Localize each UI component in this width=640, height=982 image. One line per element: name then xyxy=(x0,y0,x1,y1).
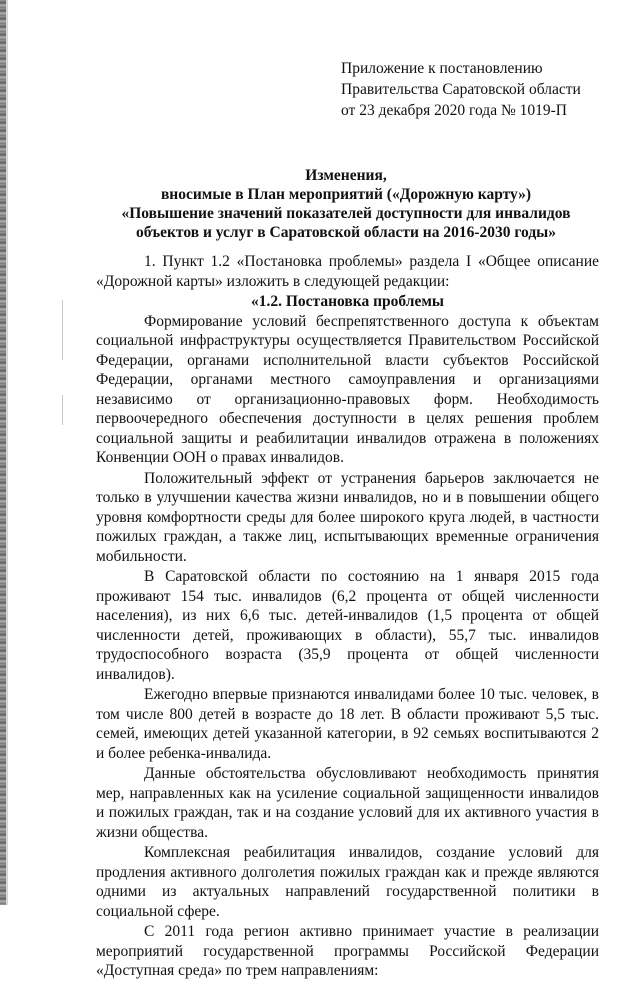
document-body xyxy=(96,252,599,982)
heading-line: Изменения, xyxy=(305,167,387,184)
body-paragraph: Ежегодно впервые признаются инвалидами более 10 тыс. человек, в том числе 800 детей в возрасте до 18 лет. В области проживают 5,5 тыс. семей, имеющих детей указанной категории, в 92 семьях воспитываются 2 и более ребенка-инвалида. xyxy=(96,686,599,762)
body-paragraph: Положительный эффект от устранения барьеров заключается не только в улучшении качества жизни инвалидов, но и в повышении общего уровня комфортности среды для более широкого круга людей, в частности пожилых граждан, а также лиц, испытывающих временные ограничения мобильности. xyxy=(96,469,599,565)
body-paragraph: Комплексная реабилитация инвалидов, создание условий для продления активного долголетия пожилых граждан как и прежде являются одними из актуальных направлений государственной политики в социальной сфере. xyxy=(96,844,599,920)
body-paragraph: Формирование условий беспрепятственного доступа к объектам социальной инфраструктуры осуществляется Правительством Российской Федерации, органами исполнительной власти субъектов Российской Федерации, органами местного самоуправления и организациями независимо от организационно-правовых форм. Необходимость первоочередного обеспечения доступности в целях решения проблем социальной защиты и реабилитации инвалидов отражена в положениях Конвенции ООН о правах инвалидов. xyxy=(96,312,599,466)
appendix-block xyxy=(341,58,581,121)
section-title: «1.2. Постановка проблемы xyxy=(250,293,444,310)
scan-edge-inner xyxy=(6,0,8,905)
body-paragraph: В Саратовской области по состоянию на 1 января 2015 года проживают 154 тыс. инвалидов (6,2 процента от общей численности населения), из них 6,6 тыс. детей-инвалидов (1,5 процента от общей численности детей, проживающих в области), 55,7 тыс. инвалидов трудоспособного возраста (35,9 процента от общей численности инвалидов). xyxy=(96,568,599,683)
item-paragraph: 1. Пункт 1.2 «Постановка проблемы» раздела I «Общее описание «Дорожной карты» изложить в следующей редакции: xyxy=(96,253,599,290)
scan-dust-mark xyxy=(62,300,63,360)
heading-line: «Повышение значений показателей доступности для инвалидов xyxy=(121,205,571,222)
body-paragraph: С 2011 года регион активно принимает участие в реализации мероприятий государственной программы Российской Федерации «Доступная среда» по трем направлениям: xyxy=(96,923,599,979)
document-heading xyxy=(96,166,596,242)
heading-line: вносимые в План мероприятий («Дорожную карту») xyxy=(160,186,532,203)
appendix-line: Правительства Саратовской области xyxy=(341,81,581,98)
appendix-line: от 23 декабря 2020 года № 1019-П xyxy=(341,102,567,119)
body-paragraph: Данные обстоятельства обусловливают необходимость принятия мер, направленных как на усиление социальной защищенности инвалидов и пожилых граждан, так и на создание условий для их активного участия в жизни общества. xyxy=(96,765,599,841)
scan-dust-mark xyxy=(62,395,63,425)
appendix-line: Приложение к постановлению xyxy=(341,60,543,77)
heading-line: объектов и услуг в Саратовской области на 2016-2030 годы» xyxy=(135,224,557,241)
